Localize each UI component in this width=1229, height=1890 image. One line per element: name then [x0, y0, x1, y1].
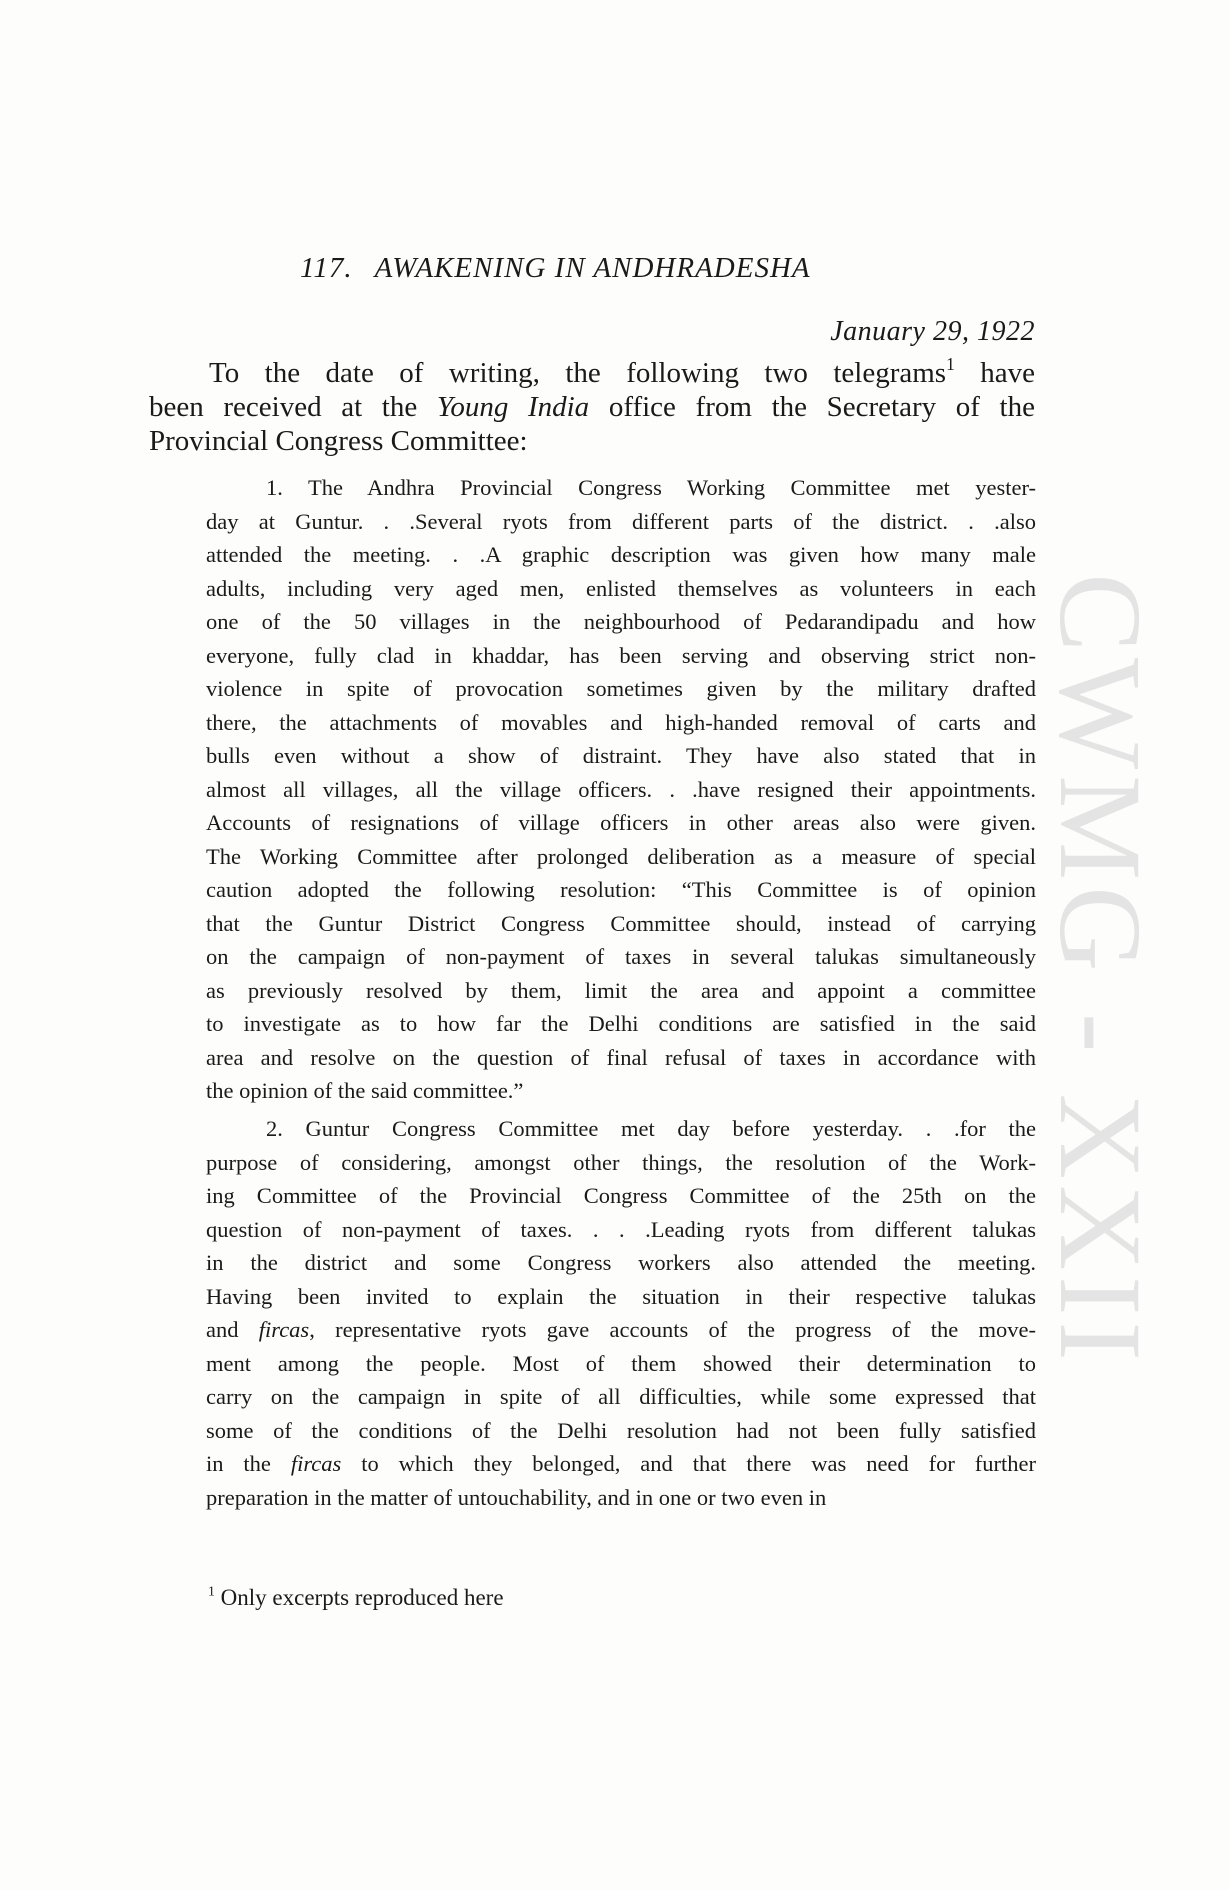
dateline: January 29, 1922	[830, 316, 1035, 347]
text-line: there, the attachments of movables and high-handed removal of carts and	[206, 709, 1036, 735]
text-line: caution adopted the following resolution: “This Committee is of opinion	[206, 877, 1036, 902]
text-line: almost all villages, all the village officers. . .have resigned their appointments.	[206, 776, 1036, 802]
publication-name: Young India	[436, 391, 590, 423]
text-line: 2. Guntur Congress Committee met day before yesterday. . .for the	[266, 1116, 1036, 1141]
footnote-marker: 1	[208, 1583, 215, 1599]
text-line: as previously resolved by them, limit the area and appoint a committee	[206, 977, 1036, 1003]
text-line: some of the conditions of the Delhi resolution had not been fully satisfied	[206, 1417, 1036, 1443]
text-line: the opinion of the said committee.”	[206, 1078, 524, 1103]
text-line: The Working Committee after prolonged deliberation as a measure of special	[206, 843, 1036, 869]
intro-line: been received at the Young India office from the Secretary of the	[149, 391, 1035, 423]
text-line: ing Committee of the Provincial Congress Committee of the 25th on the	[206, 1183, 1036, 1208]
text-line: on the campaign of non-payment of taxes in several talukas simultaneously	[206, 944, 1036, 969]
text-line: day at Guntur. . .Several ryots from different parts of the district. . .also	[206, 508, 1036, 534]
text-line: to investigate as to how far the Delhi conditions are satisfied in the said	[206, 1011, 1036, 1036]
chapter-title: AWAKENING IN ANDHRADESHA	[374, 252, 811, 284]
footnote-text: Only excerpts reproduced here	[214, 1585, 504, 1610]
telegram-1	[206, 471, 1036, 1108]
text-line: and fircas, representative ryots gave accounts of the progress of the move-	[206, 1317, 1036, 1342]
chapter-heading	[300, 252, 811, 285]
text-line: everyone, fully clad in khaddar, has been serving and observing strict non-	[206, 642, 1036, 668]
watermark	[1030, 470, 1170, 1470]
text-line: preparation in the matter of untouchability, and in one or two even in	[206, 1484, 827, 1510]
text-line: that the Guntur District Congress Committee should, instead of carrying	[206, 910, 1036, 936]
text-line: in the fircas to which they belonged, and that there was need for further	[206, 1451, 1036, 1476]
text-line: bulls even without a show of distraint. They have also stated that in	[206, 743, 1036, 768]
footnote-ref: 1	[946, 353, 955, 374]
footnote	[208, 1585, 504, 1611]
text-line: 1. The Andhra Provincial Congress Working Committee met yester-	[266, 475, 1036, 500]
italic-term: fircas	[290, 1451, 342, 1476]
text-line: Having been invited to explain the situation in their respective talukas	[206, 1283, 1036, 1309]
intro-line: To the date of writing, the following two telegrams$^1$ have	[209, 353, 1036, 389]
intro-paragraph	[149, 353, 1036, 458]
text-line: in the district and some Congress workers also attended the meeting.	[206, 1250, 1036, 1275]
text-line: Accounts of resignations of village officers in other areas also were given.	[206, 810, 1036, 835]
telegram-2	[206, 1112, 1036, 1514]
text-line: one of the 50 villages in the neighbourhood of Pedarandipadu and how	[206, 609, 1036, 634]
italic-term: fircas	[258, 1317, 310, 1342]
chapter-number: 117.	[300, 252, 353, 284]
text-line: carry on the campaign in spite of all difficulties, while some expressed that	[206, 1384, 1036, 1409]
intro-line: Provincial Congress Committee:	[149, 425, 528, 457]
text-line: ment among the people. Most of them showed their determination to	[206, 1350, 1036, 1376]
watermark-text: CWMG - XXII	[1035, 573, 1166, 1367]
text-line: area and resolve on the question of final refusal of taxes in accordance with	[206, 1044, 1036, 1070]
text-line: purpose of considering, amongst other things, the resolution of the Work-	[206, 1149, 1036, 1175]
text-line: question of non-payment of taxes. . . .Leading ryots from different talukas	[206, 1216, 1036, 1242]
text-line: violence in spite of provocation sometimes given by the military drafted	[206, 676, 1036, 701]
text-line: adults, including very aged men, enlisted themselves as volunteers in each	[206, 575, 1036, 601]
text-line: attended the meeting. . .A graphic description was given how many male	[206, 542, 1036, 567]
